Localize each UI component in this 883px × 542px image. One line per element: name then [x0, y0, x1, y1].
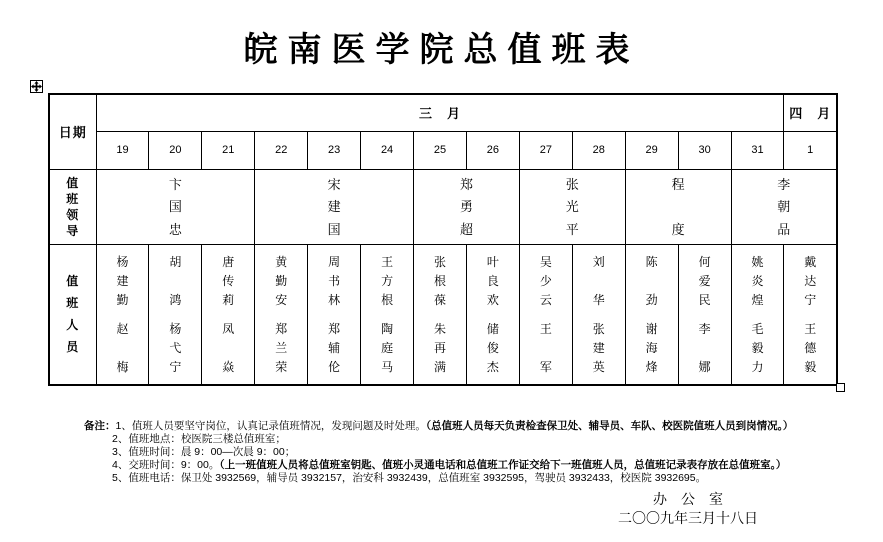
- personnel-name-second: [487, 323, 499, 373]
- vertical-char: 胡: [169, 254, 182, 269]
- note-line: [84, 433, 864, 446]
- table-move-handle-icon[interactable]: [30, 80, 43, 93]
- vertical-char: 李: [777, 176, 791, 192]
- vertical-char: 方: [381, 273, 394, 288]
- vertical-char: 国: [168, 199, 182, 214]
- vertical-char: 建: [116, 273, 129, 288]
- personnel-names: [784, 245, 836, 384]
- page-title: 皖南医学院总值班表: [243, 32, 640, 69]
- personnel-name-second: [646, 323, 658, 373]
- personnel-row-label: [49, 244, 96, 385]
- vertical-char: 王: [381, 254, 394, 269]
- vertical-char: 卞: [168, 176, 182, 192]
- vertical-char: 良: [486, 273, 499, 288]
- personnel-name-second: [328, 323, 340, 373]
- vertical-char: 娜: [698, 359, 711, 374]
- date-cell: 28: [572, 131, 625, 169]
- personnel-names: [626, 245, 678, 384]
- vertical-char: 唐: [222, 254, 235, 269]
- vertical-char: 少: [539, 273, 552, 288]
- vertical-char: 朝: [777, 199, 791, 214]
- vertical-char: 根: [433, 273, 446, 288]
- date-cell: 26: [466, 131, 519, 169]
- personnel-names: [414, 245, 466, 384]
- note-bold-text: （总值班人员每天负责检查保卫处、辅导员、车队、校医院值班人员到岗情况。）: [425, 420, 794, 432]
- vertical-char: 军: [539, 359, 552, 374]
- personnel-cell: [361, 244, 414, 385]
- vertical-char: 莉: [222, 292, 235, 307]
- vertical-char: 辅: [328, 340, 341, 355]
- vertical-char: 程: [671, 176, 685, 192]
- vertical-char: 宋: [327, 176, 341, 192]
- date-cell: 29: [625, 131, 678, 169]
- vertical-char: 毅: [804, 359, 817, 374]
- vertical-char: 再: [433, 340, 446, 355]
- vertical-char: 勇: [459, 199, 473, 214]
- personnel-name-first: [222, 256, 234, 306]
- leader-cell: [414, 169, 520, 244]
- vertical-char: 满: [433, 359, 446, 374]
- date-row: [49, 131, 837, 169]
- vertical-char: 传: [222, 273, 235, 288]
- vertical-char: 王: [804, 321, 817, 336]
- vertical-char: 鸿: [169, 292, 182, 307]
- personnel-name-second: [752, 323, 764, 373]
- vertical-char: 达: [804, 273, 817, 288]
- vertical-char: 李: [698, 321, 711, 336]
- note-text: 5、值班电话：保卫处 3932569，辅导员 3932157，治安科 3932439，总值班室 3932595，驾驶员 3932433，校医院 3932695。: [112, 472, 707, 484]
- vertical-char: 德: [804, 340, 817, 355]
- personnel-cell: [308, 244, 361, 385]
- vertical-char: 马: [381, 359, 394, 374]
- personnel-name-first: [275, 256, 287, 306]
- vertical-char: 书: [328, 273, 341, 288]
- personnel-name-first: [752, 256, 764, 306]
- month-april-cell: 四 月: [784, 94, 837, 131]
- personnel-names: [732, 245, 784, 384]
- date-cell: 23: [308, 131, 361, 169]
- personnel-name-second: [222, 323, 234, 373]
- note-text: 3、值班时间：晨 9：00—次晨 9：00；: [112, 446, 296, 458]
- vertical-char: 光: [565, 199, 579, 214]
- personnel-name-first: [381, 256, 393, 306]
- personnel-name-first: [116, 256, 128, 306]
- personnel-cell: [149, 244, 202, 385]
- notes-label: 备注：: [84, 420, 116, 432]
- personnel-names: [467, 245, 519, 384]
- vertical-char: 谢: [645, 321, 658, 336]
- vertical-char: 伦: [328, 359, 341, 374]
- vertical-char: 梅: [116, 359, 129, 374]
- date-row-label: 日期: [49, 94, 96, 169]
- vertical-char: 人: [66, 318, 80, 333]
- personnel-names: [97, 245, 149, 384]
- month-row: [49, 94, 837, 131]
- vertical-char: 度: [671, 221, 685, 237]
- note-line: [84, 472, 864, 485]
- vertical-char: 值: [66, 274, 80, 289]
- date-cell: 20: [149, 131, 202, 169]
- personnel-name-first: [593, 256, 605, 306]
- date-cell: 24: [361, 131, 414, 169]
- personnel-name-second: [381, 323, 393, 373]
- personnel-cell: [414, 244, 467, 385]
- vertical-char: 英: [592, 359, 605, 374]
- vertical-char: 根: [381, 292, 394, 307]
- leader-cell: [625, 169, 731, 244]
- leader-name: [97, 178, 255, 236]
- vertical-char: 毛: [751, 321, 764, 336]
- vertical-char: 陶: [381, 321, 394, 336]
- date-cell: 19: [96, 131, 149, 169]
- vertical-char: 宁: [804, 292, 817, 307]
- vertical-char: 庭: [381, 340, 394, 355]
- personnel-names: [520, 245, 572, 384]
- personnel-name-first: [646, 256, 658, 306]
- personnel-name-second: [540, 323, 552, 373]
- vertical-char: 叶: [486, 254, 499, 269]
- vertical-char: 郑: [459, 176, 473, 192]
- vertical-char: 毅: [751, 340, 764, 355]
- leader-name: [414, 178, 519, 236]
- vertical-char: 华: [592, 292, 605, 307]
- personnel-name-first: [804, 256, 816, 306]
- leader-cell: [731, 169, 837, 244]
- vertical-char: 戴: [804, 254, 817, 269]
- date-cell: 1: [784, 131, 837, 169]
- personnel-name-second: [169, 323, 181, 373]
- personnel-cell: [96, 244, 149, 385]
- note-line: [84, 446, 864, 459]
- vertical-char: 安: [275, 292, 288, 307]
- vertical-char: 建: [592, 340, 605, 355]
- vertical-char: 欢: [486, 292, 499, 307]
- personnel-name-first: [169, 256, 181, 306]
- vertical-char: 宁: [169, 359, 182, 374]
- personnel-cell: [784, 244, 837, 385]
- vertical-char: 煌: [751, 292, 764, 307]
- date-cell: 25: [414, 131, 467, 169]
- date-cell: 22: [255, 131, 308, 169]
- vertical-char: 弋: [169, 340, 182, 355]
- vertical-char: 张: [565, 176, 579, 192]
- leader-name: [626, 178, 731, 236]
- month-march-cell: 三 月: [96, 94, 784, 131]
- leader-cell: [255, 169, 414, 244]
- leader-name: [732, 178, 836, 236]
- vertical-char: 烽: [645, 359, 658, 374]
- vertical-char: 海: [645, 340, 658, 355]
- vertical-char: 民: [698, 292, 711, 307]
- vertical-char: 勤: [275, 273, 288, 288]
- personnel-names: [149, 245, 201, 384]
- vertical-char: 周: [328, 254, 341, 269]
- vertical-char: 郑: [275, 321, 288, 336]
- vertical-char: 黄: [275, 254, 288, 269]
- four-way-arrow-icon: [31, 81, 42, 92]
- personnel-name-first: [434, 256, 446, 306]
- personnel-names: [679, 245, 731, 384]
- vertical-char: 炎: [751, 273, 764, 288]
- table-resize-handle[interactable]: [836, 383, 845, 392]
- vertical-char: 国: [327, 221, 341, 237]
- vertical-char: 林: [328, 292, 341, 307]
- leader-row-label: [49, 169, 96, 244]
- vertical-char: 姚: [751, 254, 764, 269]
- personnel-cell: [255, 244, 308, 385]
- personnel-names: [308, 245, 360, 384]
- vertical-char: 杨: [169, 321, 182, 336]
- personnel-name-second: [116, 323, 128, 373]
- vertical-char: 陈: [645, 254, 658, 269]
- leader-cell: [96, 169, 255, 244]
- vertical-char: 导: [66, 223, 80, 238]
- personnel-cell: [202, 244, 255, 385]
- signature-date: 二〇〇九年三月十八日: [618, 510, 758, 526]
- personnel-row-label-text: [50, 275, 96, 353]
- vertical-char: 品: [777, 221, 791, 237]
- vertical-char: 何: [698, 254, 711, 269]
- personnel-names: [361, 245, 413, 384]
- personnel-cell: [466, 244, 519, 385]
- signature-office: 办 公 室: [653, 491, 723, 507]
- vertical-char: 郑: [328, 321, 341, 336]
- personnel-name-second: [275, 323, 287, 373]
- vertical-char: 杨: [116, 254, 129, 269]
- personnel-cell: [731, 244, 784, 385]
- vertical-char: 超: [459, 221, 473, 237]
- personnel-name-second: [804, 323, 816, 373]
- vertical-char: 力: [751, 359, 764, 374]
- date-cell: 21: [202, 131, 255, 169]
- vertical-char: 值: [66, 175, 80, 190]
- vertical-char: 兰: [275, 340, 288, 355]
- personnel-cell: [625, 244, 678, 385]
- vertical-char: 荣: [275, 359, 288, 374]
- personnel-name-second: [699, 323, 711, 373]
- note-line: [84, 420, 864, 433]
- vertical-char: 刘: [592, 254, 605, 269]
- date-cell: 31: [731, 131, 784, 169]
- leader-row: [49, 169, 837, 244]
- personnel-cell: [572, 244, 625, 385]
- personnel-name-first: [699, 256, 711, 306]
- vertical-char: 班: [66, 296, 80, 311]
- date-cell: 30: [678, 131, 731, 169]
- vertical-char: 凤: [222, 321, 235, 336]
- vertical-char: 俊: [486, 340, 499, 355]
- vertical-char: 建: [327, 199, 341, 214]
- note-bold-text: （上一班值班人员将总值班室钥匙、值班小灵通电话和总值班工作证交给下一班值班人员，总值班记录表存放在总值班室。）: [219, 459, 787, 471]
- vertical-char: 赵: [116, 321, 129, 336]
- vertical-char: 葆: [433, 292, 446, 307]
- vertical-char: 吴: [539, 254, 552, 269]
- date-cell: 27: [519, 131, 572, 169]
- vertical-char: 张: [592, 321, 605, 336]
- notes-section: [84, 420, 864, 485]
- leader-name: [255, 178, 413, 236]
- vertical-char: 张: [433, 254, 446, 269]
- personnel-name-first: [487, 256, 499, 306]
- personnel-cell: [678, 244, 731, 385]
- vertical-char: 劲: [645, 292, 658, 307]
- vertical-char: 朱: [433, 321, 446, 336]
- vertical-char: 王: [539, 321, 552, 336]
- personnel-name-first: [328, 256, 340, 306]
- personnel-names: [255, 245, 307, 384]
- vertical-char: 云: [539, 292, 552, 307]
- personnel-names: [573, 245, 625, 384]
- personnel-name-first: [540, 256, 552, 306]
- duty-roster-table: [48, 93, 838, 386]
- vertical-char: 爱: [698, 273, 711, 288]
- note-line: [84, 459, 864, 472]
- leader-name: [520, 178, 625, 236]
- vertical-char: 领: [66, 207, 80, 222]
- note-text: 2、值班地点：校医院三楼总值班室；: [112, 433, 286, 445]
- vertical-char: 忠: [168, 221, 182, 237]
- leader-row-label-text: [50, 177, 96, 237]
- note-text: 1、值班人员要坚守岗位，认真记录值班情况，发现问题及时处理。: [115, 420, 426, 432]
- personnel-row: [49, 244, 837, 385]
- vertical-char: 班: [66, 191, 80, 206]
- vertical-char: 平: [565, 221, 579, 237]
- vertical-char: 储: [486, 321, 499, 336]
- personnel-cell: [519, 244, 572, 385]
- personnel-name-second: [434, 323, 446, 373]
- vertical-char: 员: [66, 340, 80, 355]
- personnel-name-second: [593, 323, 605, 373]
- vertical-char: 杰: [486, 359, 499, 374]
- signature-block: [557, 490, 819, 528]
- personnel-names: [202, 245, 254, 384]
- vertical-char: 勤: [116, 292, 129, 307]
- leader-cell: [519, 169, 625, 244]
- note-text: 4、交班时间：9：00。: [112, 459, 220, 471]
- vertical-char: 焱: [222, 359, 235, 374]
